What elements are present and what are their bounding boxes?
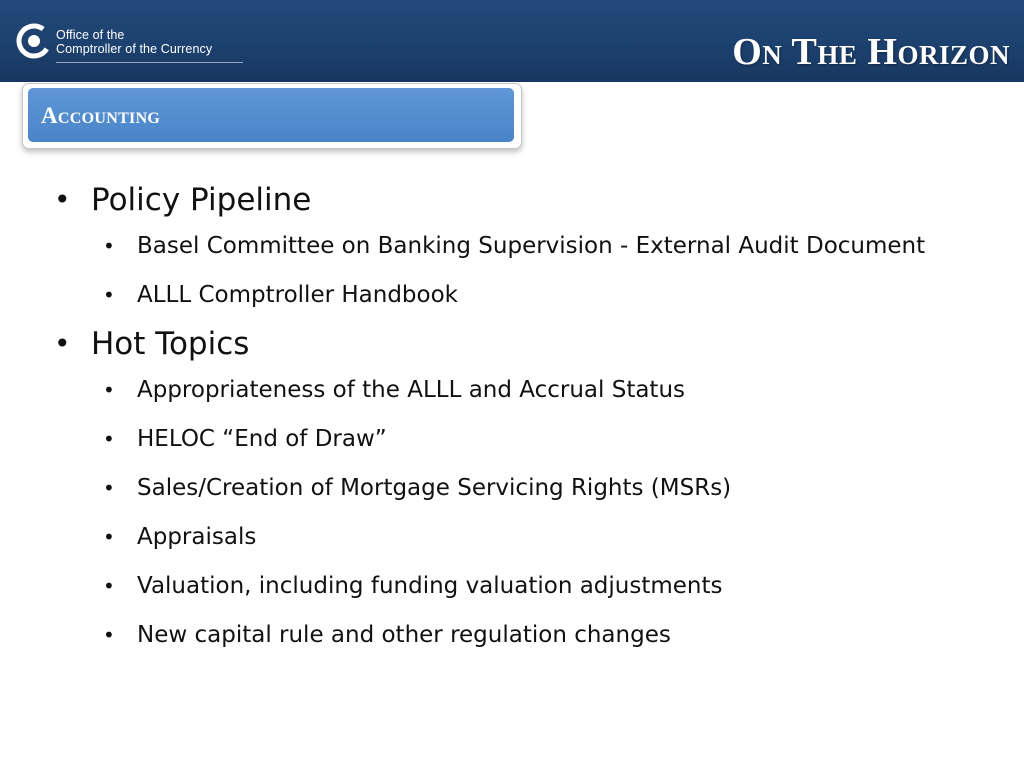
bullet-heading-text: Hot Topics bbox=[91, 326, 250, 362]
list-item-text: HELOC “End of Draw” bbox=[137, 426, 387, 452]
bullet-icon: • bbox=[103, 427, 115, 451]
bullet-icon: • bbox=[103, 476, 115, 500]
list-item-text: Basel Committee on Banking Supervision - External Audit Document bbox=[137, 233, 926, 259]
bullet-content bbox=[54, 180, 994, 664]
list-item-text: Appraisals bbox=[137, 524, 257, 550]
bullet-icon: • bbox=[54, 183, 71, 216]
organization-name-line1: Office of the bbox=[56, 28, 125, 42]
header-bar bbox=[0, 0, 1024, 82]
list-item bbox=[103, 517, 994, 558]
list-item bbox=[103, 468, 994, 509]
list-item-text: Valuation, including funding valuation adjustments bbox=[137, 573, 723, 599]
bullet-heading-text: Policy Pipeline bbox=[91, 182, 312, 218]
section-tab bbox=[22, 83, 522, 149]
list-item-text: Appropriateness of the ALLL and Accrual Status bbox=[137, 377, 686, 403]
list-item bbox=[103, 226, 994, 267]
occ-logo-icon bbox=[16, 23, 52, 59]
section-tab-fill bbox=[28, 88, 514, 142]
list-item bbox=[103, 615, 994, 656]
bullet-heading bbox=[54, 180, 994, 220]
slide-title: On The Horizon bbox=[732, 31, 1010, 73]
organization-name bbox=[56, 28, 212, 56]
section-title: Accounting bbox=[41, 103, 161, 128]
bullet-icon: • bbox=[103, 234, 115, 258]
bullet-icon: • bbox=[54, 327, 71, 360]
sub-bullet-list bbox=[103, 226, 994, 316]
list-item bbox=[103, 275, 994, 316]
bullet-heading bbox=[54, 324, 994, 364]
bullet-icon: • bbox=[103, 283, 115, 307]
list-item-text: ALLL Comptroller Handbook bbox=[137, 282, 458, 308]
bullet-icon: • bbox=[103, 378, 115, 402]
organization-underline bbox=[56, 62, 243, 63]
list-item bbox=[103, 419, 994, 460]
organization-name-line2: Comptroller of the Currency bbox=[56, 42, 213, 56]
bullet-icon: • bbox=[103, 574, 115, 598]
list-item-text: Sales/Creation of Mortgage Servicing Rights (MSRs) bbox=[137, 475, 732, 501]
sub-bullet-list bbox=[103, 370, 994, 656]
bullet-icon: • bbox=[103, 623, 115, 647]
list-item bbox=[103, 370, 994, 411]
list-item-text: New capital rule and other regulation changes bbox=[137, 622, 671, 648]
bullet-icon: • bbox=[103, 525, 115, 549]
list-item bbox=[103, 566, 994, 607]
